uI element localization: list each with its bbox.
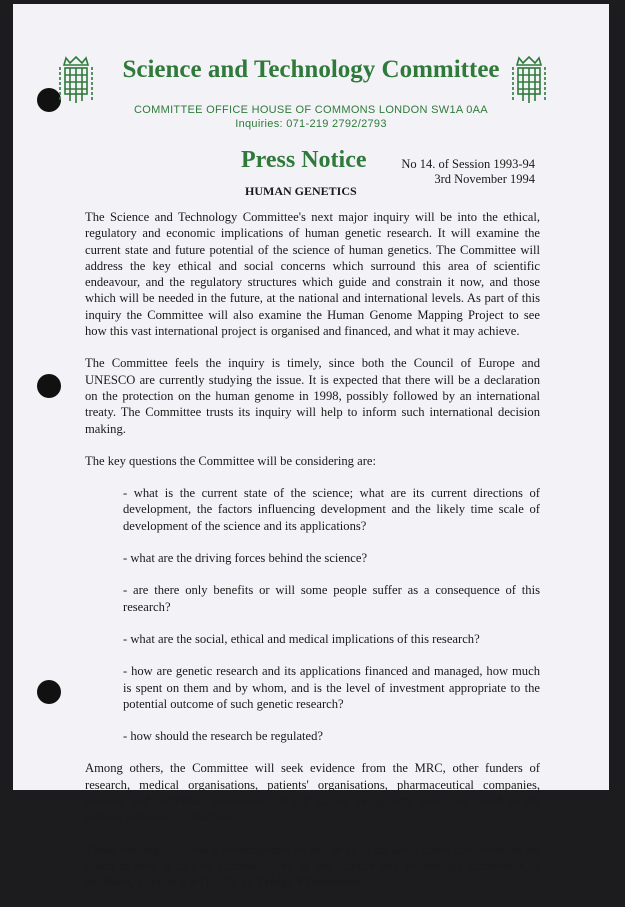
paragraph: Among others, the Committee will seek evidence from the MRC, other funders of research, medical organisations, patients' organisations, pharmaceutical companies, insurers and individual researchers. A full list of the general questions posed to the various witnesses is attached. [85, 761, 540, 825]
session-number: No 14. of Session 1993-94 [401, 157, 535, 171]
notice-body [85, 209, 540, 907]
press-notice-title: Press Notice [241, 147, 367, 173]
question-item: - what is the current state of the science; what are its current directions of development, the factors influencing development and the likely time scale of development of the science and its applications? [123, 486, 540, 533]
committee-title: Science and Technology Committee [122, 56, 500, 83]
notice-date: 3rd November 1994 [434, 172, 535, 186]
paragraph: The Science and Technology Committee's next major inquiry will be into the ethical, regulatory and economic implications of human genetic research. It will examine the current state and future potential of the science of human genetics. The Committee will address the key ethical and social concerns which surround this area of scientific endeavour, and the regulatory structures which guide and constrain it now, and those which will be needed in the future, at the national and international levels. As part of this inquiry the Committee will also examine the Human Genome Mapping Project to see how this vast international project is organised and financed, and what it may achieve. [85, 210, 540, 339]
paragraph: The key questions the Committee will be considering are: [85, 453, 376, 468]
deadline: Friday 9 December. [257, 875, 363, 890]
question-item: - are there only benefits or will some people suffer as a consequence of this research? [123, 583, 540, 614]
committee-address: COMMITTEE OFFICE HOUSE OF COMMONS LONDON SW1A 0AA [134, 104, 488, 116]
document-page [13, 4, 609, 890]
question-item: - what are the social, ethical and medical implications of this research? [123, 631, 480, 646]
question-item: - how are genetic research and its applications financed and managed, how much is spent on them and by whom, and is the level of investment appropriate to the potential outcome of such genetic research? [123, 664, 540, 711]
notice-heading: HUMAN GENETICS [245, 184, 357, 198]
paragraph [85, 842, 540, 891]
punch-hole [37, 374, 61, 398]
punch-hole [37, 680, 61, 704]
inquiries-phone: Inquiries: 071-219 2792/2793 [235, 118, 387, 130]
paragraph: The Committee feels the inquiry is timely, since both the Council of Europe and UNESCO are currently studying the issue. It is expected that there will be a declaration on the protection on the human genome in 1998, possibly followed by an international treaty. The Committee trusts its inquiry will help to inform such international decision making. [85, 356, 540, 436]
question-item: - how should the research be regulated? [123, 729, 324, 744]
question-item: - what are the driving forces behind the science? [123, 551, 368, 566]
submission-text: Those wishing to submit a memorandum on any or all of the areas under consideration are asked to send it to Eve Samson, Clerk of the Science and Technology Committee, 7 Millbank, London SW1P 3JA, by [85, 842, 540, 890]
